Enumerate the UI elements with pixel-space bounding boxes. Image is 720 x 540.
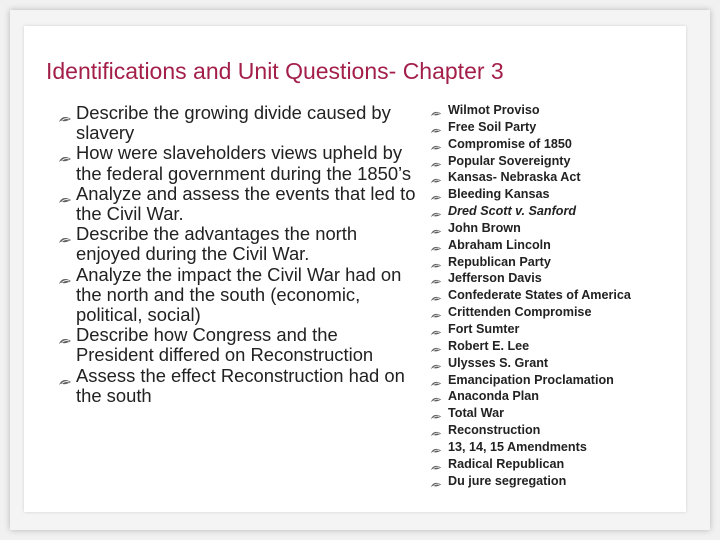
identification-text: Popular Sovereignty — [448, 153, 571, 168]
identification-item — [430, 304, 710, 321]
identification-item — [430, 119, 710, 136]
fleuron-arrow-icon — [430, 173, 442, 182]
fleuron-arrow-icon — [430, 460, 442, 469]
question-text: Describe the advantages the north enjoyed during the Civil War. — [76, 223, 358, 265]
fleuron-arrow-icon — [430, 359, 442, 368]
slide-title: Identifications and Unit Questions- Chapter 3 — [46, 58, 504, 84]
identification-item — [430, 270, 710, 287]
identification-item — [430, 186, 710, 203]
identification-item — [430, 422, 710, 439]
unit-questions-list — [58, 103, 418, 406]
question-item — [58, 103, 418, 143]
identification-text: Dred Scott v. Sanford — [448, 204, 577, 219]
fleuron-arrow-icon — [430, 106, 442, 115]
identification-item — [430, 338, 710, 355]
fleuron-arrow-icon — [58, 108, 72, 118]
fleuron-arrow-icon — [430, 325, 442, 334]
identification-item — [430, 355, 710, 372]
identification-text: Confederate States of America — [448, 288, 631, 303]
identification-text: Emancipation Proclamation — [448, 372, 614, 387]
fleuron-arrow-icon — [430, 426, 442, 435]
identification-item — [430, 473, 710, 490]
identification-text: 13, 14, 15 Amendments — [448, 439, 587, 454]
identification-item — [430, 388, 710, 405]
question-item — [58, 366, 418, 406]
fleuron-arrow-icon — [58, 148, 72, 158]
identification-text: Total War — [448, 406, 504, 421]
identification-text: Fort Sumter — [448, 321, 520, 336]
question-text: Describe how Congress and the President differed on Reconstruction — [76, 324, 374, 366]
identification-item — [430, 220, 710, 237]
fleuron-arrow-icon — [430, 224, 442, 233]
fleuron-arrow-icon — [430, 190, 442, 199]
identification-text: Abraham Lincoln — [448, 237, 551, 252]
identification-text: Free Soil Party — [448, 119, 537, 134]
fleuron-arrow-icon — [430, 443, 442, 452]
identification-item — [430, 136, 710, 153]
fleuron-arrow-icon — [58, 270, 72, 280]
fleuron-arrow-icon — [430, 291, 442, 300]
identification-text: Ulysses S. Grant — [448, 355, 549, 370]
question-text: How were slaveholders views upheld by the federal government during the 1850’s — [76, 142, 412, 184]
identification-item — [430, 254, 710, 271]
fleuron-arrow-icon — [430, 342, 442, 351]
fleuron-arrow-icon — [430, 274, 442, 283]
identification-text: Wilmot Proviso — [448, 103, 540, 117]
identification-text: Bleeding Kansas — [448, 187, 550, 202]
fleuron-arrow-icon — [430, 392, 442, 401]
identification-item — [430, 203, 710, 220]
question-text: Assess the effect Reconstruction had on the south — [76, 364, 405, 406]
fleuron-arrow-icon — [430, 308, 442, 317]
identification-item — [430, 405, 710, 422]
question-text: Describe the growing divide caused by slavery — [76, 102, 391, 144]
identification-text: Anaconda Plan — [448, 389, 539, 404]
identification-item — [430, 153, 710, 170]
question-item — [58, 325, 418, 365]
fleuron-arrow-icon — [430, 207, 442, 216]
identification-item — [430, 169, 710, 186]
question-item — [58, 224, 418, 264]
question-item — [58, 184, 418, 224]
question-item — [58, 143, 418, 183]
identification-item — [430, 287, 710, 304]
fleuron-arrow-icon — [58, 229, 72, 239]
question-text: Analyze and assess the events that led to the Civil War. — [76, 182, 416, 225]
fleuron-arrow-icon — [58, 330, 72, 340]
fleuron-arrow-icon — [430, 376, 442, 385]
identification-item — [430, 321, 710, 338]
identification-text: Republican Party — [448, 254, 551, 269]
identification-text: Reconstruction — [448, 423, 541, 438]
identification-text: Du jure segregation — [448, 473, 567, 488]
question-item — [58, 265, 418, 326]
fleuron-arrow-icon — [430, 409, 442, 418]
identification-item — [430, 456, 710, 473]
identification-text: Kansas- Nebraska Act — [448, 170, 581, 185]
identification-text: Robert E. Lee — [448, 338, 530, 353]
fleuron-arrow-icon — [430, 123, 442, 132]
fleuron-arrow-icon — [430, 477, 442, 486]
identification-item — [430, 102, 710, 119]
fleuron-arrow-icon — [430, 157, 442, 166]
fleuron-arrow-icon — [430, 140, 442, 149]
identification-text: John Brown — [448, 220, 521, 235]
fleuron-arrow-icon — [58, 371, 72, 381]
fleuron-arrow-icon — [430, 241, 442, 250]
identification-text: Radical Republican — [448, 456, 565, 471]
identification-item — [430, 372, 710, 389]
fleuron-arrow-icon — [430, 258, 442, 267]
identification-item — [430, 237, 710, 254]
identification-text: Compromise of 1850 — [448, 136, 572, 151]
identification-item — [430, 439, 710, 456]
identification-text: Crittenden Compromise — [448, 305, 592, 320]
question-text: Analyze the impact the Civil War had on the north and the south (economic, political, social) — [76, 263, 402, 326]
fleuron-arrow-icon — [58, 189, 72, 199]
identifications-list — [430, 102, 710, 489]
identification-text: Jefferson Davis — [448, 271, 542, 286]
